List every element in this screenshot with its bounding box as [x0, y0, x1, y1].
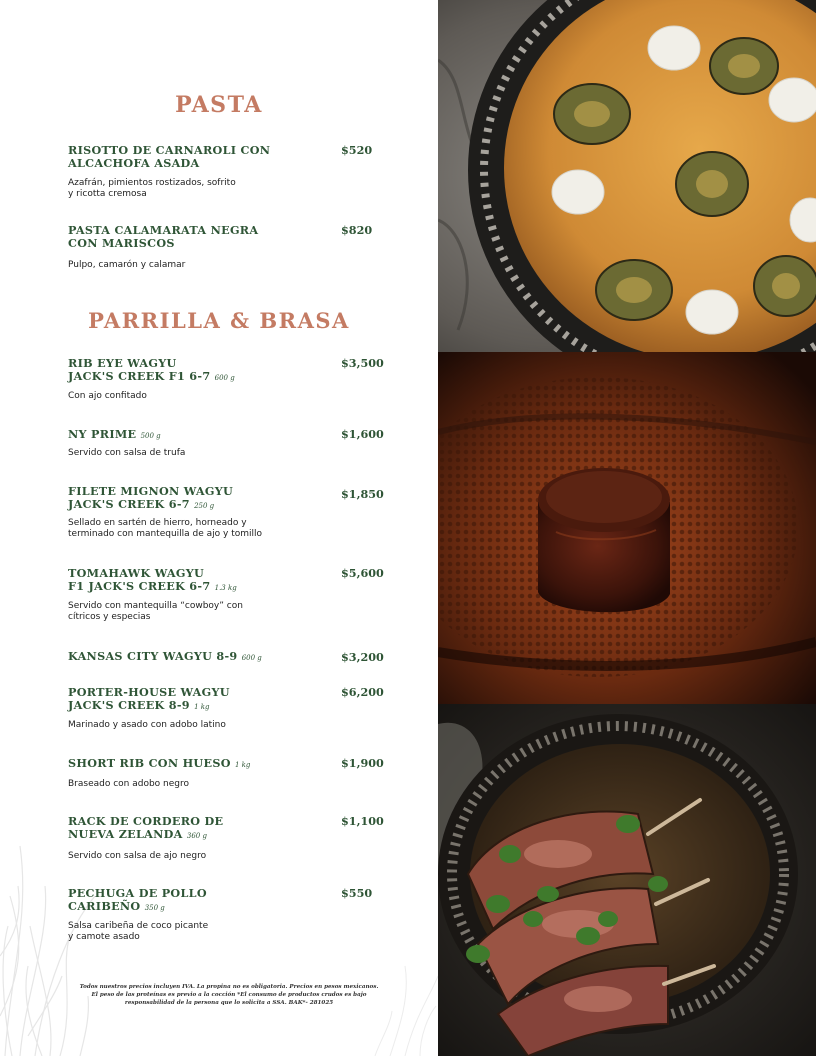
item-weight: 500 g	[140, 432, 161, 440]
item-description: Marinado y asado con adobo latino	[68, 720, 226, 730]
lamb-rack-photo	[438, 704, 816, 1056]
item-name: NY PRIME 500 g	[68, 427, 161, 441]
item-description: Sellado en sartén de hierro, horneado y terminado con mantequilla de ajo y tomillo	[68, 518, 263, 539]
item-weight: 350 g	[144, 904, 165, 912]
item-description: Azafrán, pimientos rostizados, sofrito y ricotta cremosa	[68, 178, 236, 199]
item-name: TOMAHAWK WAGYU F1 JACK'S CREEK 6-7 1.3 kg	[68, 566, 237, 593]
item-name: PASTA CALAMARATA NEGRA CON MARISCOS	[68, 223, 259, 250]
item-weight: 360 g	[186, 832, 207, 840]
item-price: $1,600	[341, 427, 384, 441]
section-title-pasta: PASTA	[175, 92, 263, 118]
item-name: PECHUGA DE POLLO CARIBEÑO 350 g	[68, 886, 207, 913]
item-weight: 1 kg	[194, 703, 210, 711]
risotto-photo	[438, 0, 816, 352]
item-price: $520	[341, 143, 373, 157]
item-description: Servido con salsa de trufa	[68, 448, 186, 458]
item-name: KANSAS CITY WAGYU 8-9 600 g	[68, 649, 262, 663]
item-description: Pulpo, camarón y calamar	[68, 260, 186, 270]
item-description: Servido con mantequilla “cowboy” con cítricos y especias	[68, 601, 243, 622]
item-name: RISOTTO DE CARNAROLI CON ALCACHOFA ASADA	[68, 143, 271, 170]
item-price: $1,900	[341, 756, 384, 770]
item-weight: 250 g	[194, 502, 215, 510]
item-weight: 600 g	[241, 654, 262, 662]
item-price: $1,850	[341, 487, 384, 501]
item-name: FILETE MIGNON WAGYU JACK'S CREEK 6-7 250 g	[68, 484, 234, 511]
item-description: Con ajo confitado	[68, 391, 147, 401]
item-name: SHORT RIB CON HUESO 1 kg	[68, 756, 251, 770]
filet-mignon-photo	[438, 352, 816, 704]
item-description: Servido con salsa de ajo negro	[68, 851, 207, 861]
section-title-parrilla-brasa: PARRILLA & BRASA	[88, 308, 350, 333]
item-description: Salsa caribeña de coco picante y camote asado	[68, 921, 209, 942]
item-price: $6,200	[341, 685, 384, 699]
item-price: $3,200	[341, 650, 384, 664]
item-price: $3,500	[341, 356, 384, 370]
item-price: $550	[341, 886, 373, 900]
item-name: RACK DE CORDERO DE NUEVA ZELANDA 360 g	[68, 814, 224, 841]
footer-disclaimer: Todos nuestros precios incluyen IVA. La propina no es obligatoria. Precios en pesos mexicanos. El peso de las proteínas es previo a la cocción *El consumo de productos crudos es bajo responsabilidad de la persona que lo solicita a SSA. BAK*- 281025	[79, 984, 379, 1006]
item-description: Braseado con adobo negro	[68, 779, 190, 789]
item-price: $1,100	[341, 814, 384, 828]
item-name: RIB EYE WAGYU JACK'S CREEK F1 6-7 600 g	[68, 356, 235, 383]
item-price: $5,600	[341, 566, 384, 580]
item-name: PORTER-HOUSE WAGYU JACK'S CREEK 8-9 1 kg	[68, 685, 230, 712]
item-weight: 600 g	[214, 374, 235, 382]
item-weight: 1 kg	[234, 761, 251, 769]
item-price: $820	[341, 223, 373, 237]
item-weight: 1.3 kg	[214, 584, 237, 592]
